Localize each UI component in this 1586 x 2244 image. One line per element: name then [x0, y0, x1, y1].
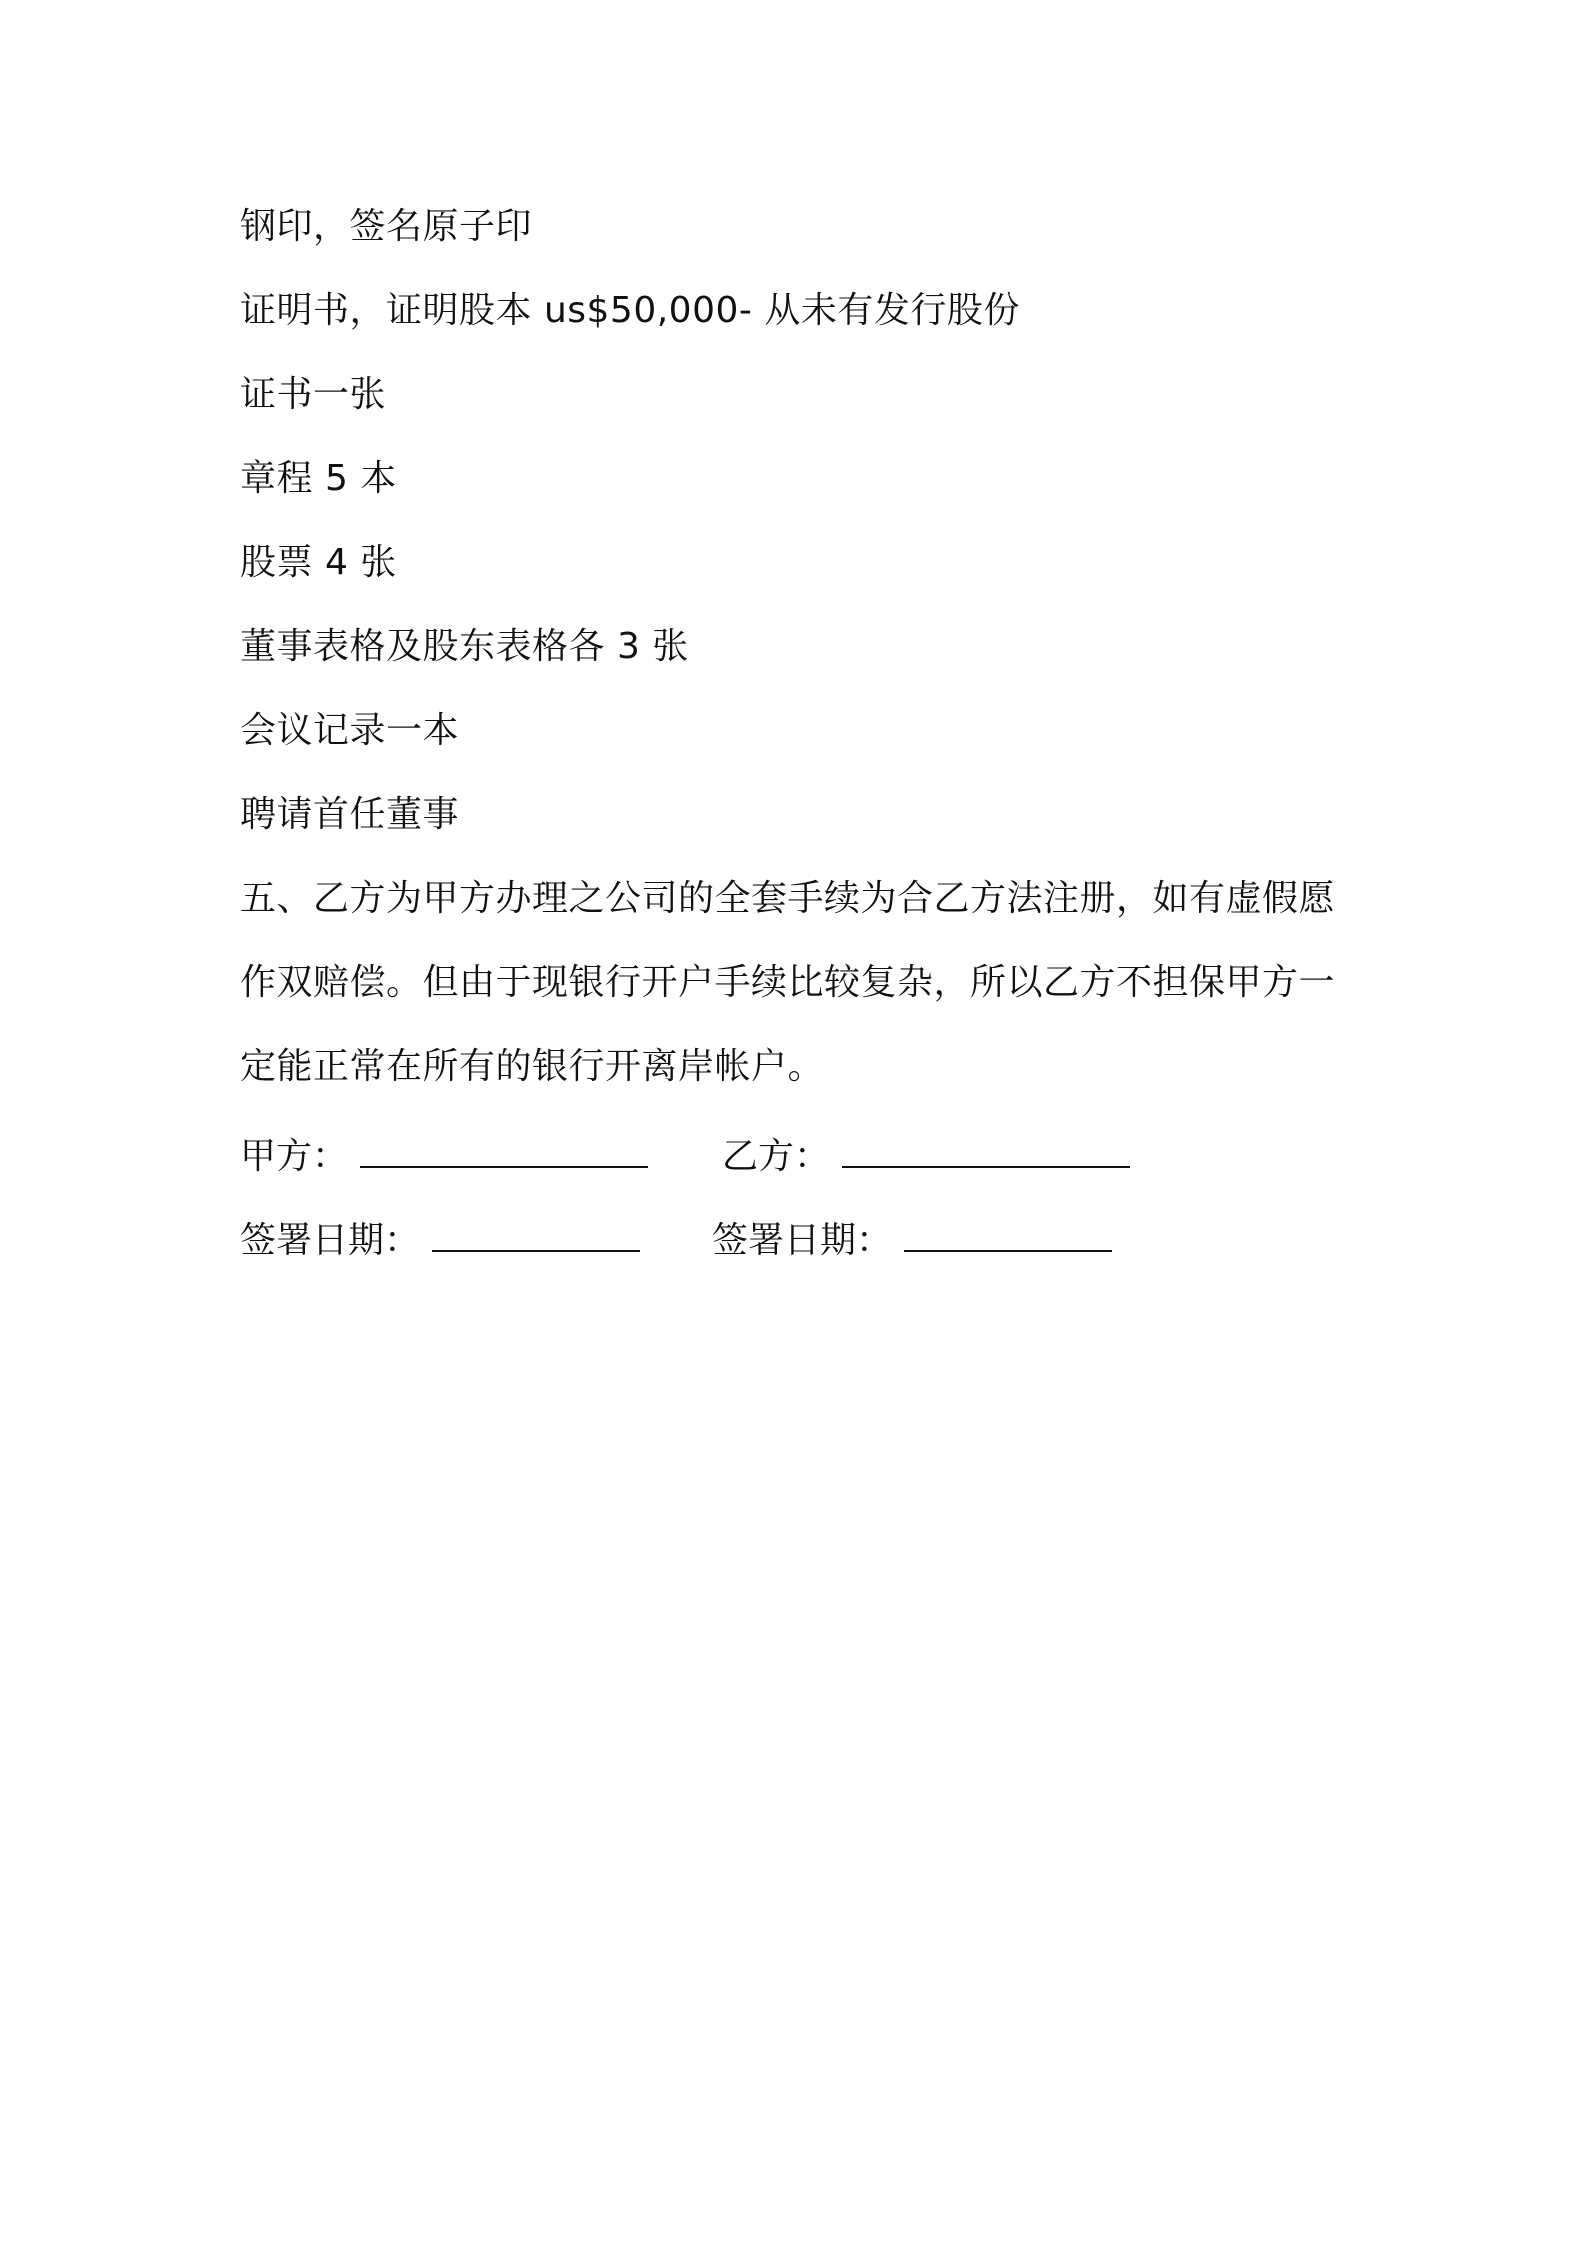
item-shares: 股票 4 张 [240, 542, 397, 583]
item-certificate-capital: 证明书，证明股本 us$50,000- 从未有发行股份 [240, 290, 1020, 331]
date-signature-row [240, 1216, 1340, 1266]
clause-5-line-1: 五、乙方为甲方办理之公司的全套手续为合乙方法注册，如有虚假愿 [240, 878, 1336, 919]
date-b-signature [712, 1216, 1112, 1266]
item-minutes: 会议记录一本 [240, 710, 460, 751]
party-b-label: 乙方： [722, 1136, 831, 1177]
party-b-signature [722, 1132, 1130, 1182]
party-a-blank-line[interactable] [360, 1134, 648, 1168]
date-a-label: 签署日期： [240, 1220, 421, 1261]
party-a-label: 甲方： [240, 1136, 349, 1177]
clause-5-line-3: 定能正常在所有的银行开离岸帐户。 [240, 1046, 825, 1087]
date-a-blank-line[interactable] [432, 1218, 640, 1252]
date-b-label: 签署日期： [712, 1220, 893, 1261]
item-certificate-one: 证书一张 [240, 374, 387, 415]
date-a-signature [240, 1216, 640, 1266]
item-articles: 章程 5 本 [240, 458, 397, 499]
party-b-blank-line[interactable] [842, 1134, 1130, 1168]
party-a-signature [240, 1132, 648, 1182]
date-b-blank-line[interactable] [904, 1218, 1112, 1252]
item-director: 聘请首任董事 [240, 794, 460, 835]
item-seal: 钢印，签名原子印 [240, 206, 533, 247]
party-signature-row [240, 1132, 1340, 1182]
item-forms: 董事表格及股东表格各 3 张 [240, 626, 689, 667]
clause-5-line-2: 作双赔偿。但由于现银行开户手续比较复杂，所以乙方不担保甲方一 [240, 962, 1336, 1003]
